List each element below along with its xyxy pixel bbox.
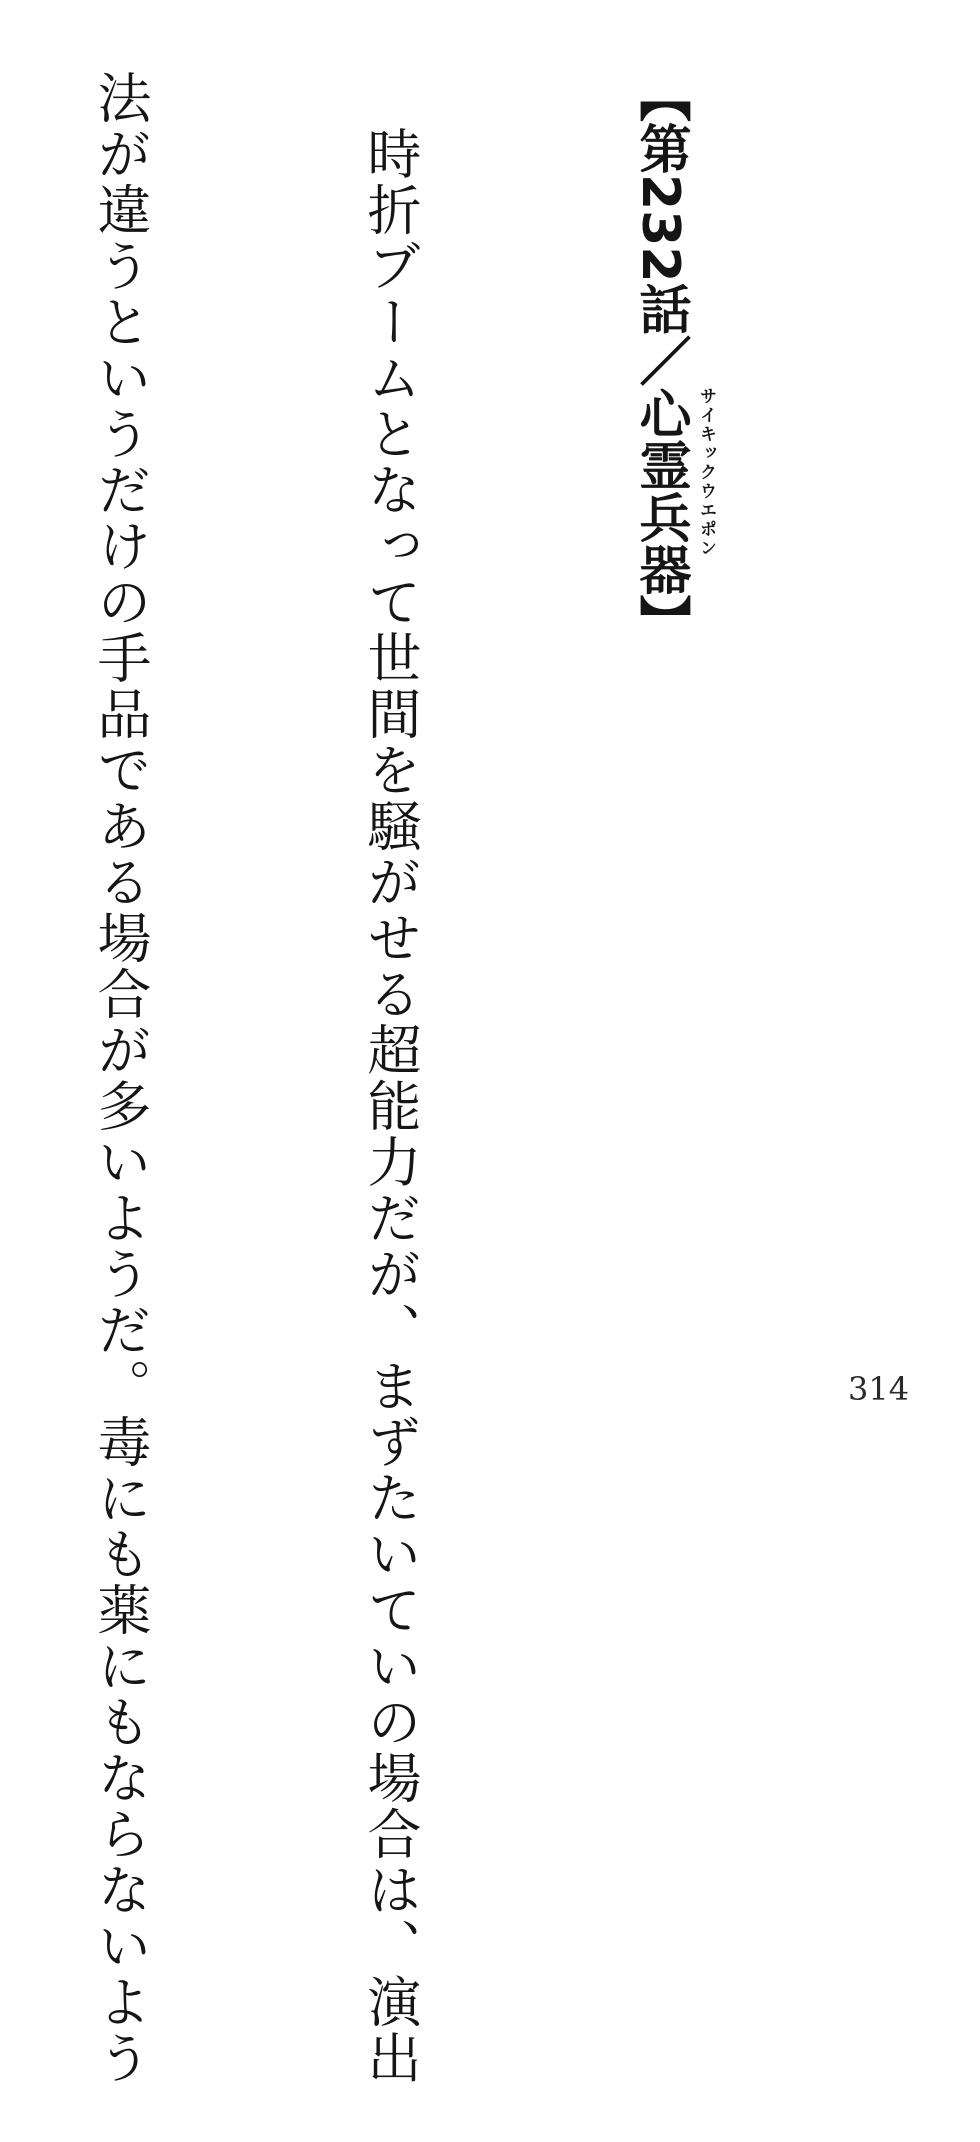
body-line: 法が違うというだけの手品である場合が多いようだ。毒にも薬にもならないよう xyxy=(89,70,152,2086)
heading-open-bracket: 【 xyxy=(630,70,690,122)
page-number: 314 xyxy=(848,1370,910,1408)
heading-close-bracket: 】 xyxy=(630,594,690,647)
chapter-title-furigana: サイキックウエポン xyxy=(696,386,716,558)
body-line: 時折ブームとなって世間を騒がせる超能力だが、まずたいていの場合は、演出 xyxy=(359,70,422,2086)
chapter-heading xyxy=(615,70,716,1370)
chapter-number-label: 第232話／ xyxy=(630,122,690,387)
chapter-title: 心霊兵器 xyxy=(630,386,690,595)
chapter-title-ruby xyxy=(630,386,716,595)
